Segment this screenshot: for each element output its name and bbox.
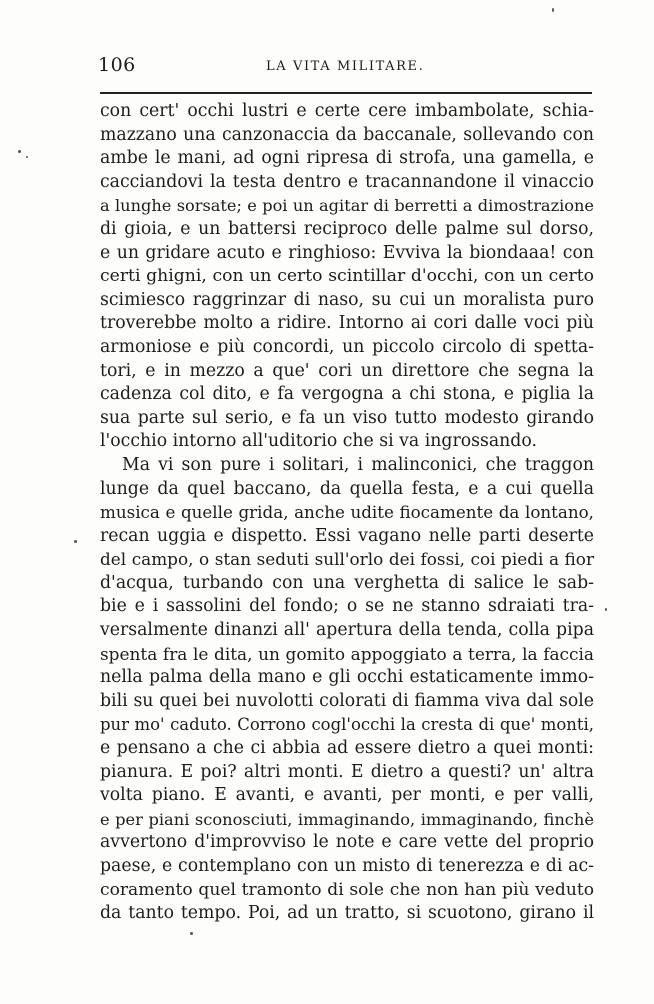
text-line: di gioia, e un battersi reciproco delle palme sul dorso, <box>100 218 594 239</box>
text-line: e per piani sconosciuti, immaginando, immaginando, finchè <box>100 809 594 829</box>
page-header <box>98 54 593 84</box>
text-line: coramento quel tramonto di sole che non han più veduto <box>100 879 594 900</box>
text-line: sua parte sul serio, e fa un viso tutto modesto girando <box>100 407 594 428</box>
print-speck <box>190 932 193 935</box>
text-line: musica e quelle grida, anche udite fiocamente da lontano, <box>100 502 594 523</box>
print-speck <box>74 540 77 543</box>
text-line: con cert' occhi lustri e certe cere imbambolate, schia- <box>100 101 594 121</box>
text-line: spenta fra le dita, un gomito appoggiato a terra, la faccia <box>100 643 594 664</box>
text-line: da tanto tempo. Poi, ad un tratto, si scuotono, girano il <box>100 903 594 924</box>
paragraph-1 <box>100 100 594 454</box>
text-line: ambe le mani, ad ogni ripresa di strofa, una gamella, e <box>100 148 594 169</box>
text-line: troverebbe molto a ridire. Intorno ai cori dalle voci più <box>100 313 594 334</box>
text-line: a lunghe sorsate; e poi un agitar di berretti a dimostrazione <box>100 196 594 216</box>
header-rule <box>100 92 592 94</box>
print-speck <box>605 608 607 611</box>
text-line: paese, e contemplano con un misto di tenerezza e di ac- <box>100 856 594 876</box>
text-line: versalmente dinanzi all' apertura della tenda, colla pipa <box>100 620 594 641</box>
text-line: d'acqua, turbando con una verghetta di salice le sab- <box>100 572 594 593</box>
body-text <box>100 100 594 926</box>
text-line: certi ghigni, con un certo scintillar d'occhi, con un certo <box>100 266 594 287</box>
text-line: armoniose e più concordi, un piccolo circolo di spetta- <box>100 336 594 357</box>
text-line: cadenza col dito, e fa vergogna a chi stona, e piglia la <box>100 384 594 405</box>
text-line: nella palma della mano e gli occhi estaticamente immo- <box>100 667 594 688</box>
text-line: lunge da quel baccano, da quella festa, e a cui quella <box>100 478 594 499</box>
text-line: pur mo' caduto. Corrono cogl'occhi la cresta di que' monti, <box>100 715 594 735</box>
text-line: cacciandovi la testa dentro e tracannandone il vinaccio <box>100 171 594 192</box>
text-line: bili su quei bei nuvolotti colorati di fiamma viva dal sole <box>100 690 594 711</box>
text-line: volta piano. E avanti, e avanti, per monti, e per valli, <box>100 785 594 806</box>
text-line: Ma vi son pure i solitari, i malinconici, che traggon <box>122 454 594 475</box>
text-line: del campo, o stan seduti sull'orlo dei fossi, coi piedi a fior <box>100 549 594 570</box>
text-line: bie e i sassolini del fondo; o se ne stanno sdraiati tra- <box>100 596 594 617</box>
text-line: recan uggia e dispetto. Essi vagano nelle parti deserte <box>100 525 594 546</box>
paragraph-2 <box>100 454 594 926</box>
text-line: tori, e in mezzo a que' cori un direttore che segna la <box>100 360 594 381</box>
text-line: mazzano una canzonaccia da baccanale, sollevando con <box>100 124 594 145</box>
running-title: LA VITA MILITARE. <box>266 59 425 74</box>
text-line: e un gridare acuto e ringhioso: Evviva la biondaaa! con <box>100 242 594 263</box>
print-speck <box>18 150 21 153</box>
text-line: avvertono d'improvviso le note e care vette del proprio <box>100 832 594 853</box>
page-number: 106 <box>98 54 136 76</box>
text-line: pianura. E poi? altri monti. E dietro a questi? un' altra <box>100 761 594 782</box>
print-speck <box>26 156 28 158</box>
print-speck <box>552 8 554 12</box>
text-line: l'occhio intorno all'uditorio che si va ingrossando. <box>100 431 537 452</box>
text-line: scimiesco raggrinzar di naso, su cui un moralista puro <box>100 289 594 310</box>
text-line: e pensano a che ci abbia ad essere dietro a quei monti: <box>100 738 594 759</box>
